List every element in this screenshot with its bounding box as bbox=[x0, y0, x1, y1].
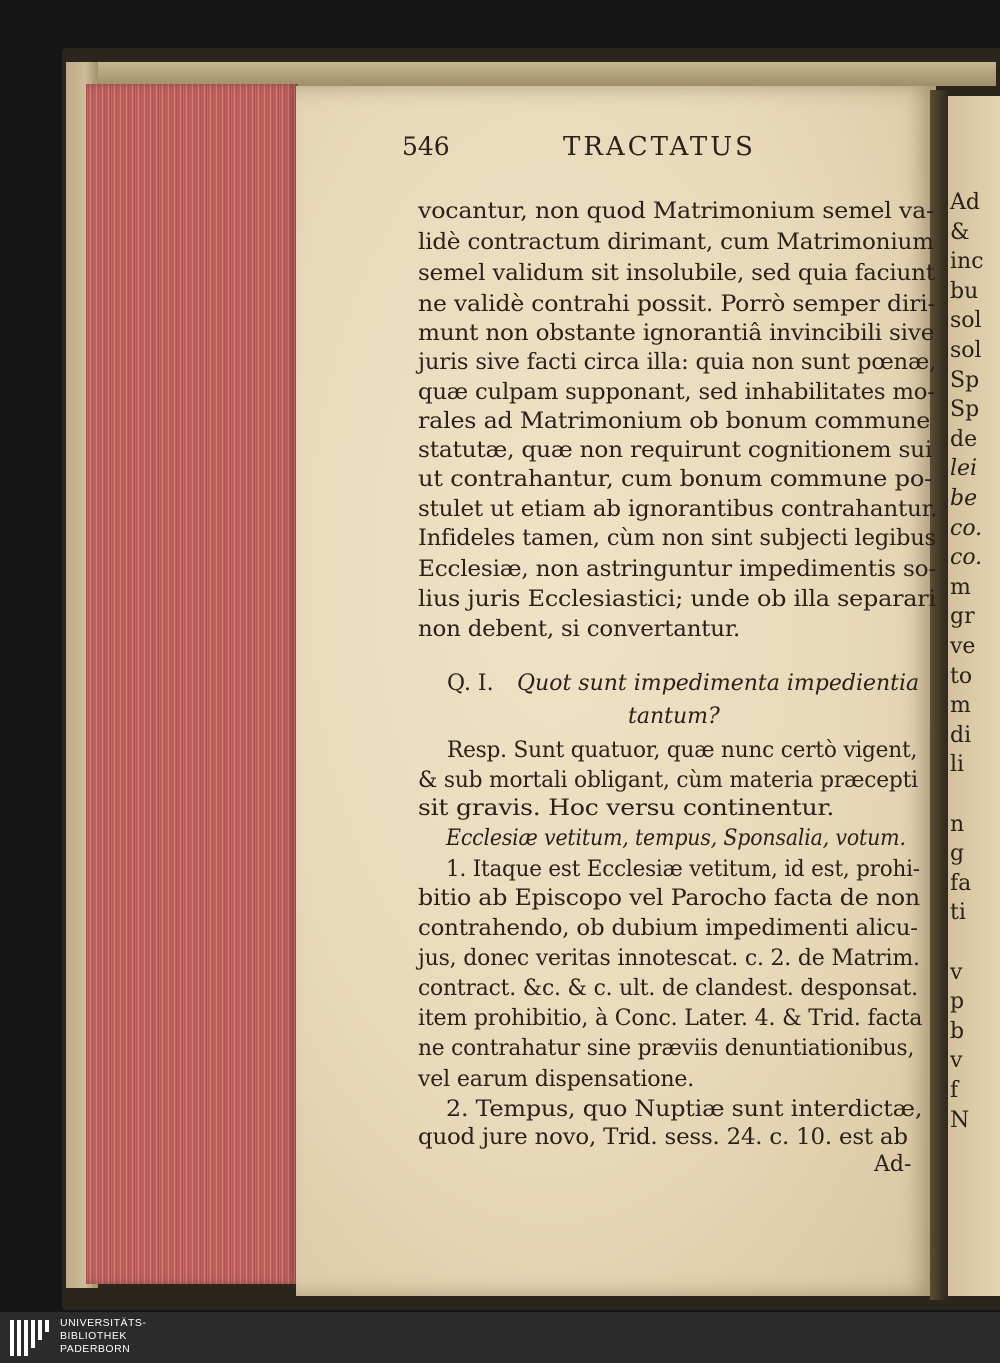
book-top-edge bbox=[96, 62, 996, 86]
question-label: Q. I. bbox=[447, 671, 494, 696]
facing-page-fragment: gr bbox=[950, 604, 975, 630]
facing-page-fragment: n bbox=[950, 811, 965, 837]
facing-page-fragment: m bbox=[950, 693, 971, 719]
facing-page-fragment: N bbox=[950, 1107, 970, 1133]
answer-text-line: bitio ab Episcopo vel Parocho facta de non bbox=[418, 886, 920, 911]
facing-page-fragment: p bbox=[950, 989, 965, 1015]
facing-page-fragment: f bbox=[950, 1078, 959, 1103]
facing-page-fragment: b bbox=[950, 1018, 965, 1044]
answer-text-line: ne contrahatur sine præviis denuntiationibus, bbox=[418, 1036, 915, 1061]
text-line: ut contrahantur, cum bonum commune po- bbox=[418, 467, 933, 492]
text-line: munt non obstante ignorantiâ invincibili sive bbox=[418, 321, 935, 346]
facing-page-fragment: co. bbox=[950, 545, 983, 571]
library-name-line-2: BIBLIOTHEK bbox=[60, 1330, 127, 1342]
facing-page-fragment: Ad bbox=[950, 190, 980, 215]
answer-text-line: vel earum dispensatione. bbox=[418, 1067, 695, 1092]
facing-page-fragment: ti bbox=[950, 900, 966, 926]
text-line: stulet ut etiam ab ignorantibus contrahantur. bbox=[418, 497, 938, 522]
facing-page-fragment: sol bbox=[950, 308, 982, 334]
answer-text-line: Resp. Sunt quatuor, quæ nunc certò vigent, bbox=[447, 738, 918, 763]
facing-page-fragment: be bbox=[950, 486, 978, 511]
facing-page-fragment: di bbox=[950, 722, 972, 748]
facing-page-fragment: v bbox=[950, 1048, 963, 1074]
answer-text-line: contract. &c. & c. ult. de clandest. desponsat. bbox=[418, 976, 918, 1001]
facing-page-fragment: to bbox=[950, 663, 973, 689]
facing-page-fragment: ve bbox=[950, 634, 976, 659]
answer-text-line: 2. Tempus, quo Nuptiæ sunt interdictæ, bbox=[446, 1097, 923, 1122]
library-name-line-1: UNIVERSITÄTS- bbox=[60, 1317, 147, 1329]
library-name bbox=[60, 1317, 146, 1356]
text-line: ne validè contrahi possit. Porrò semper diri- bbox=[418, 292, 936, 317]
text-line: statutæ, quæ non requirunt cognitionem sui bbox=[418, 438, 933, 463]
text-line: semel validum sit insolubile, sed quia faciunt bbox=[418, 261, 935, 286]
catchword: Ad- bbox=[874, 1152, 912, 1177]
text-line: Infideles tamen, cùm non sint subjecti legibus bbox=[418, 526, 936, 551]
answer-text-line: Ecclesiæ vetitum, tempus, Sponsalia, votum. bbox=[446, 826, 906, 851]
facing-page-fragment: sol bbox=[950, 338, 982, 363]
page-number: 546 bbox=[402, 132, 450, 161]
facing-page-fragment: Sp bbox=[950, 397, 980, 423]
answer-text-line: quod jure novo, Trid. sess. 24. c. 10. est ab bbox=[418, 1125, 908, 1150]
answer-text-line: jus, donec veritas innotescat. c. 2. de Matrim. bbox=[418, 946, 920, 971]
facing-page-fragment: Sp bbox=[950, 367, 980, 393]
answer-text-line: contrahendo, ob dubium impedimenti alicu- bbox=[418, 916, 918, 941]
footer-bar bbox=[0, 1312, 1000, 1363]
running-head: TRACTATUS bbox=[563, 132, 756, 162]
text-line: rales ad Matrimonium ob bonum commune bbox=[418, 409, 931, 434]
facing-page-fragment: lei bbox=[950, 456, 978, 482]
facing-page-fragment: g bbox=[950, 841, 965, 867]
facing-page-fragment: li bbox=[950, 752, 965, 778]
facing-page-fragment: & bbox=[950, 219, 970, 245]
library-name-line-3: PADERBORN bbox=[60, 1343, 131, 1355]
university-library-logo-icon bbox=[10, 1318, 50, 1358]
text-line: vocantur, non quod Matrimonium semel va- bbox=[418, 199, 934, 224]
answer-text-line: & sub mortali obligant, cùm materia præcepti bbox=[418, 768, 918, 793]
facing-page-fragment: fa bbox=[950, 870, 972, 896]
red-page-edges bbox=[86, 84, 298, 1284]
question-line-1: Quot sunt impedimenta impedientia bbox=[517, 671, 920, 696]
answer-text-line: 1. Itaque est Ecclesiæ vetitum, id est, prohi- bbox=[446, 857, 920, 882]
facing-page-fragment: inc bbox=[950, 249, 984, 275]
facing-page-fragment: de bbox=[950, 426, 978, 452]
text-line: lidè contractum dirimant, cum Matrimonium bbox=[418, 230, 934, 255]
text-line: non debent, si convertantur. bbox=[418, 617, 741, 642]
question-line-2: tantum? bbox=[628, 704, 720, 729]
text-line: quæ culpam supponant, sed inhabilitates mo- bbox=[418, 380, 935, 405]
facing-page-fragment: v bbox=[950, 959, 963, 985]
answer-text-line: sit gravis. Hoc versu continentur. bbox=[418, 796, 835, 821]
text-line: lius juris Ecclesiastici; unde ob illa separari bbox=[418, 587, 936, 612]
facing-page-fragment: co. bbox=[950, 515, 983, 541]
text-line: juris sive facti circa illa: quia non sunt pœnæ, bbox=[418, 350, 937, 375]
text-line: Ecclesiæ, non astringuntur impedimentis so- bbox=[418, 557, 937, 582]
facing-page-fragment: m bbox=[950, 574, 971, 600]
facing-page-fragment: bu bbox=[950, 278, 979, 304]
answer-text-line: item prohibitio, à Conc. Later. 4. & Trid. facta bbox=[418, 1006, 923, 1031]
